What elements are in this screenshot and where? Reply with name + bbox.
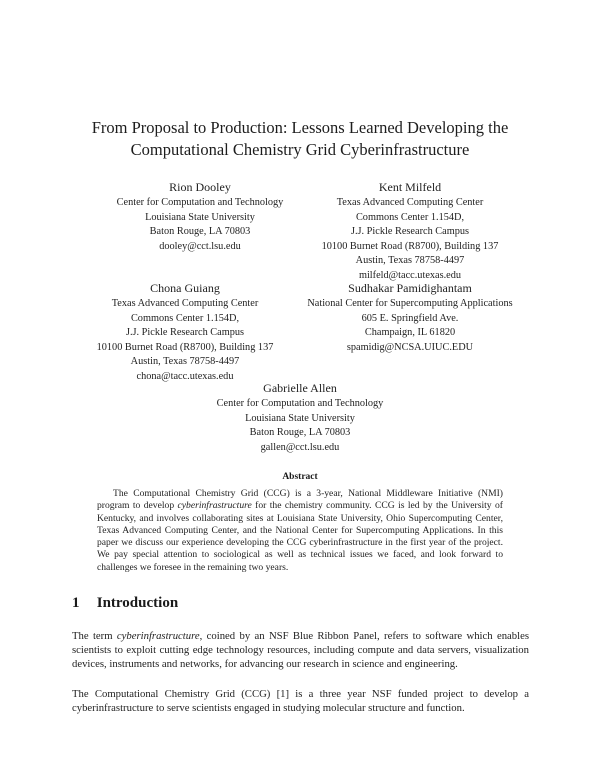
author-affiliation: Texas Advanced Computing Center <box>336 197 484 208</box>
section-title: Introduction <box>96 595 179 611</box>
intro-paragraph-1 <box>72 629 529 672</box>
author-email: spamidig@NCSA.UIUC.EDU <box>346 341 474 353</box>
author-name: Kent Milfeld <box>378 180 442 194</box>
author-address: Austin, Texas 78758-4497 <box>130 356 240 368</box>
author-address: J.J. Pickle Research Campus <box>350 226 470 238</box>
section-number: 1 <box>72 595 80 611</box>
author-address: Commons Center 1.154D, <box>130 312 240 324</box>
intro-paragraph-2: The Computational Chemistry Grid (CCG) [1] is a three year NSF funded project to develop a cyberinfrastructure to serve scientists engaged in studying molecular structure and function. <box>72 688 529 715</box>
author-address: 605 E. Springfield Ave. <box>361 312 459 324</box>
author-address: 10100 Burnet Road (R8700), Building 137 <box>321 240 499 252</box>
paragraph-emphasis: cyberinfrastructure <box>116 630 200 642</box>
author-name: Rion Dooley <box>169 180 231 194</box>
abstract-emphasis: cyberinfrastructure <box>177 500 252 512</box>
title-line-2: Computational Chemistry Grid Cyberinfrastructure <box>130 140 470 159</box>
author-block-allen <box>180 381 420 455</box>
author-email: gallen@cct.lsu.edu <box>260 441 340 453</box>
author-email: chona@tacc.utexas.edu <box>136 370 234 382</box>
author-email: milfeld@tacc.utexas.edu <box>358 269 462 281</box>
author-address: Baton Rouge, LA 70803 <box>249 427 351 439</box>
author-address: 10100 Burnet Road (R8700), Building 137 <box>96 341 274 353</box>
paper-title <box>40 117 560 161</box>
paragraph-text: The term <box>72 630 117 642</box>
section-heading <box>72 595 178 612</box>
author-affiliation: National Center for Supercomputing Applications <box>307 298 513 309</box>
author-affiliation: Center for Computation and Technology <box>216 398 384 409</box>
abstract-text: The Computational Chemistry Grid (CCG) is a 3-year, National Middleware Initiative (NMI) program to develop <box>97 488 503 512</box>
author-name: Sudhakar Pamidighantam <box>348 281 472 295</box>
author-block-milfeld <box>290 180 530 284</box>
abstract-text: for the chemistry community. CCG is led by the University of Kentucky, and involves collaborating sites at Louisiana State University, Ohio Supercomputing Center, Texas Advanced Computing Center, and the National Center for Supercomputing Applications. In this paper we discuss our experience developing the CCG cyberinfrastructure in the first year of the project. We pay special attention to sociological as well as technical issues we faced, and look forward to challenges we foresee in the remaining two years. <box>97 500 503 573</box>
abstract-body <box>97 488 503 574</box>
author-address: Austin, Texas 78758-4497 <box>355 255 465 267</box>
author-address: J.J. Pickle Research Campus <box>125 327 245 339</box>
author-block-dooley <box>80 180 320 254</box>
author-block-pamidighantam <box>280 281 540 355</box>
author-block-guiang <box>65 281 305 385</box>
author-affiliation: Louisiana State University <box>245 412 355 424</box>
author-address: Baton Rouge, LA 70803 <box>149 226 251 238</box>
author-affiliation: Texas Advanced Computing Center <box>111 298 259 309</box>
abstract-heading: Abstract <box>282 472 318 482</box>
author-affiliation: Louisiana State University <box>145 211 255 223</box>
author-address: Commons Center 1.154D, <box>355 211 465 223</box>
paragraph-text: , coined by an NSF Blue Ribbon Panel, refers to software which enables scientists to exploit cutting edge technology resources, including compute and data servers, visualization devices, instruments and networks, for advancing our research in science and engineering. <box>72 630 530 671</box>
author-name: Chona Guiang <box>150 281 220 295</box>
title-line-1: From Proposal to Production: Lessons Learned Developing the <box>91 118 509 137</box>
author-name: Gabrielle Allen <box>263 381 337 395</box>
author-affiliation: Center for Computation and Technology <box>116 197 284 208</box>
author-email: dooley@cct.lsu.edu <box>159 240 241 252</box>
author-address: Champaign, IL 61820 <box>364 327 456 339</box>
